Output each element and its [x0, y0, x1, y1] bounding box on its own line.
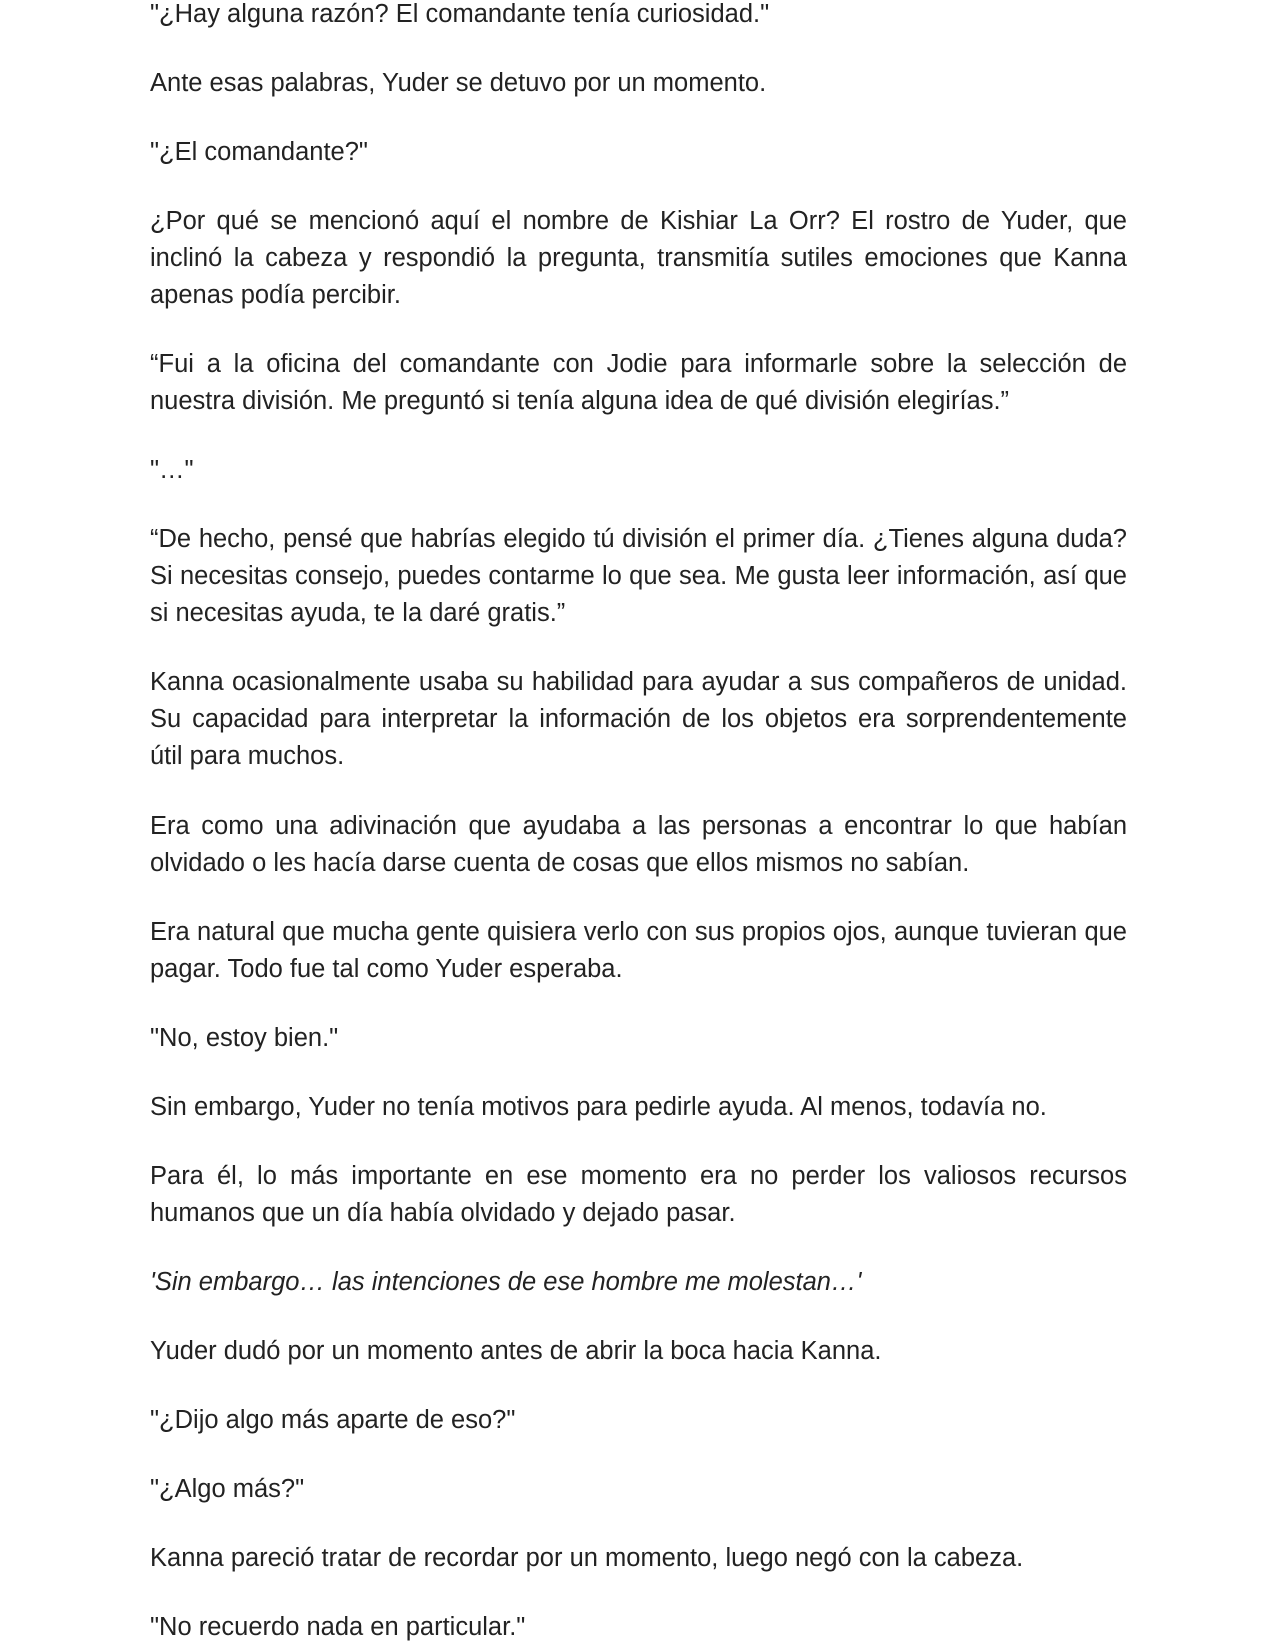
paragraph-13: Para él, lo más importante en ese momento era no perder los valiosos recursos humanos que un día había olvidado y dejado pasar. [150, 1162, 1127, 1227]
paragraph-2: Ante esas palabras, Yuder se detuvo por un momento. [150, 69, 767, 97]
paragraph-10: Era natural que mucha gente quisiera verlo con sus propios ojos, aunque tuvieran que pagar. Todo fue tal como Yuder esperaba. [150, 918, 1127, 983]
paragraph-15: Yuder dudó por un momento antes de abrir la boca hacia Kanna. [150, 1337, 882, 1365]
paragraph-8: Kanna ocasionalmente usaba su habilidad para ayudar a sus compañeros de unidad. Su capacidad para interpretar la información de los objetos era sorprendentemente útil para muchos. [150, 668, 1127, 770]
paragraph-6: "…" [150, 456, 194, 484]
paragraph-9: Era como una adivinación que ayudaba a las personas a encontrar lo que habían olvidado o les hacía darse cuenta de cosas que ellos mismos no sabían. [150, 812, 1127, 877]
paragraph-11: "No, estoy bien." [150, 1024, 339, 1052]
paragraph-19: "No recuerdo nada en particular." [150, 1613, 526, 1641]
paragraph-12: Sin embargo, Yuder no tenía motivos para pedirle ayuda. Al menos, todavía no. [150, 1093, 1047, 1121]
paragraph-17: "¿Algo más?" [150, 1475, 305, 1503]
paragraph-5: “Fui a la oficina del comandante con Jodie para informarle sobre la selección de nuestra división. Me preguntó si tenía alguna idea de qué división elegirías.” [150, 350, 1127, 415]
paragraph-18: Kanna pareció tratar de recordar por un momento, luego negó con la cabeza. [150, 1544, 1024, 1572]
paragraph-1: "¿Hay alguna razón? El comandante tenía curiosidad." [150, 0, 770, 28]
paragraph-16: "¿Dijo algo más aparte de eso?" [150, 1406, 516, 1434]
paragraph-14-thought: 'Sin embargo… las intenciones de ese hombre me molestan…' [150, 1268, 862, 1296]
paragraph-4: ¿Por qué se mencionó aquí el nombre de Kishiar La Orr? El rostro de Yuder, que inclinó la cabeza y respondió la pregunta, transmitía sutiles emociones que Kanna apenas podía percibir. [150, 207, 1127, 309]
paragraph-3: "¿El comandante?" [150, 138, 368, 166]
paragraph-7: “De hecho, pensé que habrías elegido tú división el primer día. ¿Tienes alguna duda? Si necesitas consejo, puedes contarme lo que sea. Me gusta leer información, así que si necesitas ayuda, te la daré gratis.” [150, 525, 1127, 627]
